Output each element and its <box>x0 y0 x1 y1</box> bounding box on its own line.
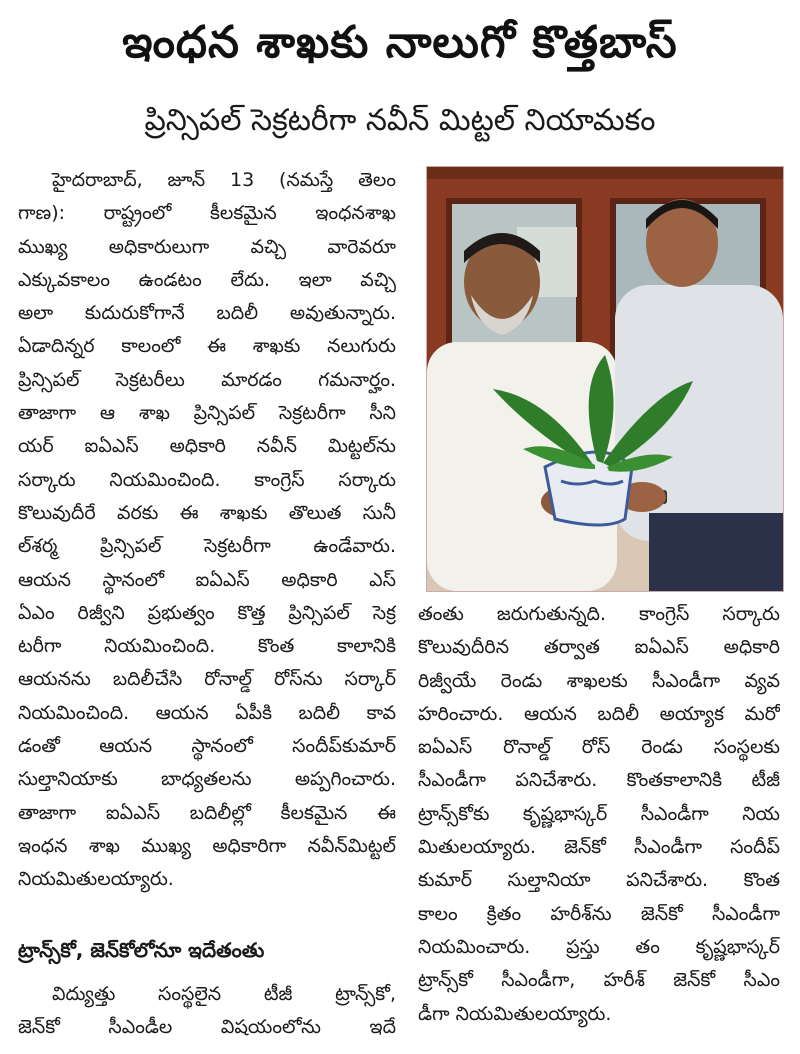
subheadline: ప్రిన్సిపల్ సెక్రటరీగా నవీన్ మిట్టల్ నియామకం <box>144 103 656 138</box>
article-line: తంతు జరుగుతున్నది. కాంగ్రెస్ సర్కారు <box>418 603 780 625</box>
article-line: నియమితులయ్యారు. <box>18 868 174 891</box>
article-line: ఏఎం రిజ్వీని ప్రభుత్వం కొత్త ప్రిన్సిపల్ సెక్ర <box>18 601 396 624</box>
article-line: కొలువుదీరే వరకు ఈ శాఖకు తొలుత సునీ <box>18 501 396 524</box>
article-line: కొలువుదీరిన తర్వాత ఐఏఎస్ అధికారి <box>418 636 780 659</box>
article-line: మితులయ్యారు. జెన్‌కో సీఎండీగా సందీప్ <box>418 836 780 859</box>
article-column-right <box>418 598 780 1031</box>
article-line: ట్రాన్స్‌కోకు కృష్ణభాస్కర్ సీఎండీగా నియ <box>418 802 780 825</box>
article-line: యర్ ఐఏఎస్ అధికారి నవీన్ మిట్టల్‌ను <box>18 435 396 458</box>
article-line: ఐఏఎస్ రొనాల్డ్ రోస్ రెండు సంస్థలకు <box>418 736 780 759</box>
man-right-trousers <box>649 513 783 591</box>
article-line: ముఖ్య అధికారులుగా వచ్చి వారెవరూ <box>18 235 396 258</box>
article-line: అలా కుదురుకోగానే బదిలీ అవుతున్నారు. <box>18 302 396 325</box>
article-line: టరీగా నియమించింది. కొంత కాలానికి <box>18 635 396 658</box>
article-line: కాలం క్రితం హరీశ్‌ను జెన్‌కో సీఎండీగా <box>418 902 780 925</box>
article-line: గాణ): రాష్ట్రంలో కీలకమైన ఇంధనశాఖ <box>18 202 396 225</box>
article-line: రిజ్వీయే రెండు శాఖలకు సీఎండీగా వ్యవ <box>418 669 780 692</box>
article-line: ఇంధన శాఖ ముఖ్య అధికారిగా నవీన్‌మిట్టల్ <box>18 834 396 857</box>
article-line: డంతో ఆయన స్థానంలో సందీప్‌కుమార్ <box>18 735 396 758</box>
article-line: ఆయన స్థానంలో ఐఏఎస్ అధికారి ఎస్ <box>18 568 396 591</box>
article-column-left-continued <box>18 978 396 1045</box>
article-line: కుమార్ సుల్తానియా పనిచేశారు. కొంత <box>418 869 780 892</box>
article-line: ల్‌శర్మ ప్రిన్సిపల్ సెక్రటరీగా ఉండేవారు. <box>18 535 396 558</box>
article-line: డీగా నియమితులయ్యారు. <box>418 1002 612 1025</box>
article-line: తాజాగా ఐఏఎస్ బదిలీల్లో కీలకమైన ఈ <box>18 801 396 824</box>
article-line: ఎక్కువకాలం ఉండటం లేదు. ఇలా వచ్చి <box>18 268 396 291</box>
article-line: ఏడాదిన్నర కాలంలో ఈ శాఖకు నలుగురు <box>18 335 396 358</box>
article-line: సుల్తానియాకు బాధ్యతలను అప్పగించారు. <box>18 768 396 791</box>
article-line: ప్రిన్సిపల్ సెక్రటరీలు మారడం గమనార్హం. <box>18 368 396 391</box>
article-line: జెన్‌కో సీఎండీల విషయంలోను ఇదే <box>18 1016 396 1039</box>
article-line: నియమించారు. ప్రస్తు తం కృష్ణభాస్కర్ <box>418 935 780 958</box>
photo-illustration <box>427 167 783 591</box>
headline: ఇంధన శాఖకు నాలుగో కొత్తబాస్ <box>122 17 678 68</box>
article-line: విద్యుత్తు సంస్థలైన టీజీ ట్రాన్స్‌కో, <box>52 983 396 1005</box>
article-line: హైదరాబాద్, జూన్ 13 (నమస్తే తెలం <box>52 169 396 191</box>
article-column-left <box>18 164 396 897</box>
article-line: ట్రాన్స్‌కో సీఎండీగా, హరీశ్ జెన్‌కో సీఎం <box>418 969 780 992</box>
article-line: హరించారు. ఆయన బదిలీ అయ్యాక మరో <box>418 702 780 725</box>
article-line: నియమించింది. ఆయన ఏపీకి బదిలీ కావ <box>18 701 396 724</box>
cabinet-top <box>427 167 783 179</box>
article-line: ఆయనను బదిలీచేసి రోనాల్డ్ రోస్‌ను సర్కార్ <box>18 668 396 691</box>
news-photo <box>426 166 784 592</box>
article-line: తాజాగా ఆ శాఖ ప్రిన్సిపల్ సెక్రటరీగా సీని <box>18 402 396 425</box>
article-line: సీఎండీగా పనిచేశారు. కొంతకాలానికి టీజీ <box>418 769 780 792</box>
subsection-heading: ట్రాన్స్‌కో, జెన్‌కోలోనూ ఇదేతంతు <box>18 938 265 962</box>
article-line: సర్కారు నియమించింది. కాంగ్రెస్ సర్కారు <box>18 468 396 491</box>
